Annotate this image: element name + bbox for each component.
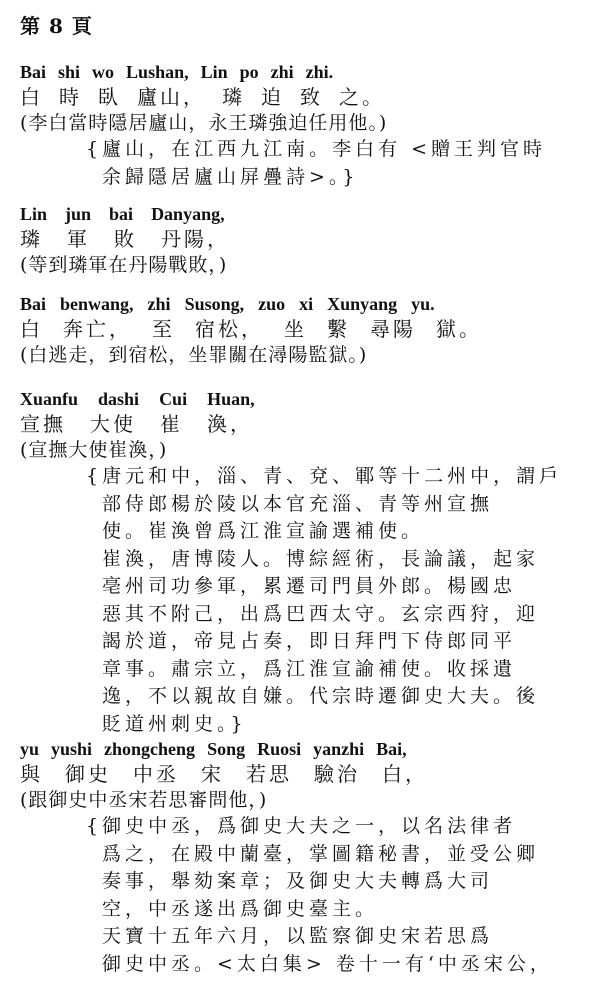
chinese-word: 宋 [201, 762, 224, 786]
verse-entry [20, 375, 600, 738]
annotation-line: 貶道州刺史。} [102, 712, 247, 735]
chinese-word: 丹陽， [161, 227, 230, 251]
pinyin-word: zhi [147, 294, 171, 314]
pinyin-word: Ruosi [257, 739, 302, 759]
chinese-word: 御史 [65, 762, 111, 786]
annotation-block [86, 463, 600, 738]
annotation-line: 使。崔渙曾爲江淮宣諭選補使。 [102, 520, 425, 542]
annotation-line: 章事。肅宗立，爲江淮宣諭補使。收採遺 [102, 657, 517, 680]
translation-line: (等到璘軍在丹陽戰敗，) [20, 254, 228, 276]
chinese-word: 若思 [246, 762, 292, 786]
annotation-line: {唐元和中，淄、青、兗、鄆等十二州中，謂戶 [86, 465, 563, 487]
annotation-line: 惡其不附己，出爲巴西太守。玄宗西狩，迎 [102, 602, 540, 625]
chinese-line [20, 316, 600, 342]
pinyin-word: bai [109, 204, 134, 224]
annotation-line: 余歸隱居廬山屏疊詩>。} [102, 165, 359, 188]
annotation-line: 崔渙，唐博陵人。博綜經術，長論議，起家 [102, 547, 540, 570]
annotation-line: 爲之，在殿中蘭臺，掌圖籍秘書，並受公卿 [102, 842, 540, 865]
pinyin-word: Song [207, 739, 246, 759]
pinyin-word: Danyang, [151, 204, 225, 224]
verse-entry [20, 190, 600, 278]
chinese-word: 渙， [207, 412, 253, 436]
pinyin-word: yushi [51, 739, 93, 759]
chinese-word: 璘 [222, 85, 245, 109]
pinyin-word: Bai [20, 62, 47, 82]
pinyin-word: yanzhi [313, 739, 365, 759]
translation-line: (跟御史中丞宋若思審問他，) [20, 789, 268, 811]
pinyin-word: Lin [200, 62, 228, 82]
translation-line: (白逃走，到宿松，坐罪關在潯陽監獄。) [20, 344, 368, 366]
chinese-word: 敗 [114, 227, 137, 251]
pinyin-word: Bai, [376, 739, 407, 759]
chinese-word: 中丞 [133, 762, 179, 786]
chinese-word: 奔亡， [63, 317, 132, 341]
pinyin-word: zhi. [305, 62, 334, 82]
chinese-word: 璘 [20, 227, 43, 251]
pinyin-word: Cui [159, 389, 188, 409]
pinyin-line [20, 202, 600, 226]
chinese-word: 廬山， [137, 85, 206, 109]
chinese-word: 坐 [284, 317, 307, 341]
chinese-word: 宿松， [195, 317, 264, 341]
pinyin-line [20, 737, 600, 761]
pinyin-word: zhongcheng [104, 739, 196, 759]
pinyin-word: Xunyang [327, 294, 398, 314]
pinyin-word: benwang, [60, 294, 134, 314]
pinyin-word: Xuanfu [20, 389, 79, 409]
annotation-line: 空，中丞遂出爲御史臺主。 [102, 897, 379, 920]
chinese-word: 驗治 [314, 762, 360, 786]
chinese-word: 大使 [90, 412, 136, 436]
annotation-line: 逸，不以親故自嫌。代宗時遷御史大夫。後 [102, 685, 540, 707]
pinyin-word: dashi [98, 389, 140, 409]
chinese-word: 宣撫 [20, 412, 66, 436]
pinyin-word: Lin [20, 204, 48, 224]
verse-entry [20, 725, 600, 978]
chinese-word: 致 [300, 85, 323, 109]
translation-line: (宣撫大使崔渙，) [20, 439, 168, 461]
chinese-line [20, 84, 600, 110]
pinyin-word: Susong, [184, 294, 245, 314]
annotation-line: 御史中丞。<太白集> 卷十一有‘中丞宋公， [102, 952, 553, 975]
chinese-line [20, 761, 600, 787]
pinyin-word: po [239, 62, 259, 82]
chinese-word: 崔 [160, 412, 183, 436]
annotation-block [86, 813, 600, 978]
chinese-word: 迫 [261, 85, 284, 109]
chinese-word: 白 [20, 317, 43, 341]
pinyin-word: wo [92, 62, 115, 82]
annotation-line: 部侍郎楊於陵以本官充淄、青等州宣撫 [102, 492, 494, 515]
annotation-line: {御史中丞，爲御史大夫之一，以名法律者 [86, 815, 517, 837]
chinese-word: 白 [20, 85, 43, 109]
chinese-word: 白， [382, 762, 428, 786]
chinese-word: 至 [152, 317, 175, 341]
verse-entry [20, 48, 600, 191]
pinyin-word: Bai [20, 294, 47, 314]
page-number: 第 8 頁 [20, 14, 93, 38]
annotation-line: 謁於道，帝見占奏，即日拜門下侍郎同平 [102, 630, 517, 652]
chinese-line [20, 226, 600, 252]
annotation-line: 奏事，舉劾案章；及御史大夫轉爲大司 [102, 870, 494, 892]
annotation-line: {廬山，在江西九江南。李白有 <贈王判官時 [86, 138, 547, 160]
annotation-line: 天寶十五年六月，以監察御史宋若思爲 [102, 925, 494, 947]
pinyin-line [20, 60, 600, 84]
pinyin-word: zuo [258, 294, 286, 314]
annotation-block [86, 136, 600, 191]
pinyin-word: yu. [411, 294, 435, 314]
verse-entry [20, 280, 600, 368]
pinyin-word: Lushan, [126, 62, 189, 82]
pinyin-word: shi [58, 62, 81, 82]
pinyin-word: yu [20, 739, 40, 759]
chinese-word: 繫 [327, 317, 350, 341]
pinyin-word: Huan, [207, 389, 255, 409]
pinyin-word: xi [299, 294, 314, 314]
chinese-word: 與 [20, 762, 43, 786]
pinyin-line [20, 387, 600, 411]
pinyin-word: jun [65, 204, 92, 224]
annotation-line: 亳州司功參軍，累遷司門員外郎。楊國忠 [102, 575, 517, 597]
pinyin-word: zhi [270, 62, 294, 82]
chinese-word: 獄。 [436, 317, 482, 341]
translation-line: (李白當時隱居廬山，永王璘強迫任用他。) [20, 112, 388, 134]
chinese-word: 之。 [339, 85, 385, 109]
chinese-word: 尋陽 [370, 317, 416, 341]
chinese-word: 時 [59, 85, 82, 109]
chinese-line [20, 411, 600, 437]
pinyin-line [20, 292, 600, 316]
chinese-word: 軍 [67, 227, 90, 251]
chinese-word: 臥 [98, 85, 121, 109]
